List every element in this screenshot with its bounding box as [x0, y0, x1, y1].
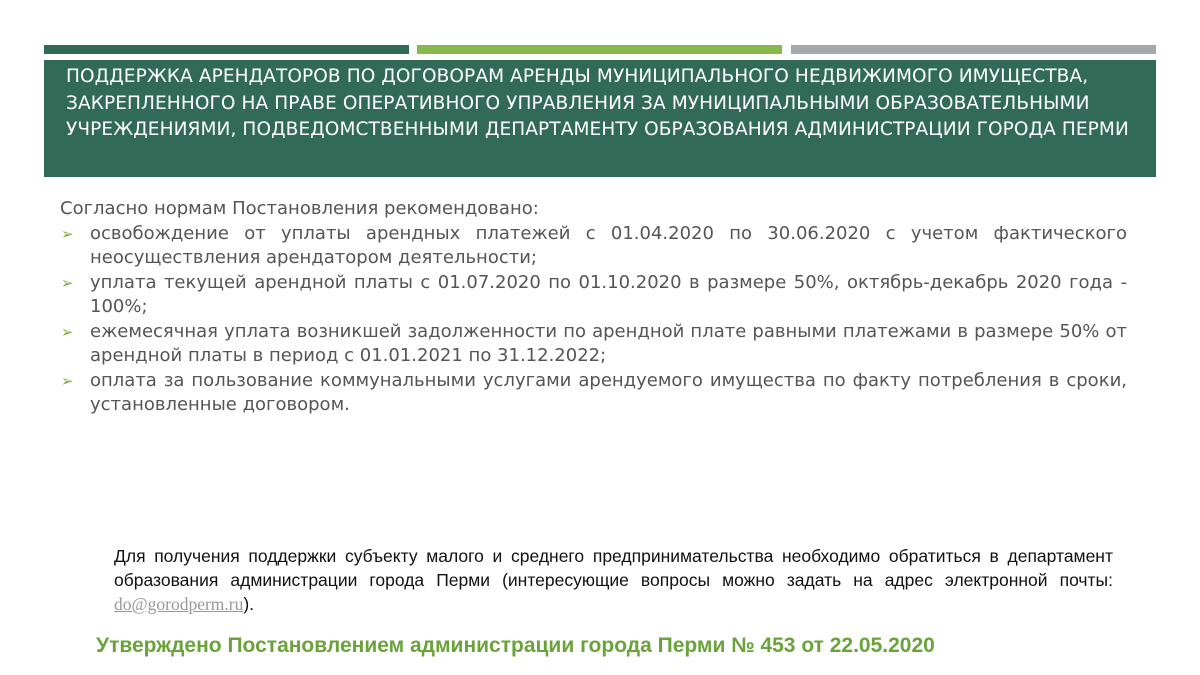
arrow-bullet-icon: ➢ [61, 273, 74, 292]
top-bar-gray [791, 45, 1156, 54]
arrow-bullet-icon: ➢ [61, 224, 74, 243]
slide-title-box [44, 60, 1156, 177]
email-link[interactable]: do@gorodperm.ru [114, 594, 244, 614]
arrow-bullet-icon: ➢ [61, 371, 74, 390]
list-item-text: ежемесячная уплата возникшей задолженности по арендной плате равными платежами в размере 50% от арендной платы в период с 01.01.2021 по 31.12.2022; [90, 320, 1127, 366]
contact-text: Для получения поддержки субъекту малого и среднего предпринимательства необходимо обратиться в департамент образования администрации города Перми (интересующие вопросы можно задать на адрес электронной почты: [114, 546, 1113, 590]
main-content [60, 197, 1127, 418]
top-bar-dark-green [44, 45, 409, 54]
approved-note: Утверждено Постановлением администрации города Перми № 453 от 22.05.2020 [96, 634, 935, 657]
list-item-text: освобождение от уплаты арендных платежей с 01.04.2020 по 30.06.2020 с учетом фактического неосуществления арендатором деятельности; [90, 222, 1127, 268]
recommendation-list [60, 222, 1127, 418]
intro-text: Согласно нормам Постановления рекомендовано: [60, 198, 539, 219]
slide-title: ПОДДЕРЖКА АРЕНДАТОРОВ ПО ДОГОВОРАМ АРЕНДЫ МУНИЦИПАЛЬНОГО НЕДВИЖИМОГО ИМУЩЕСТВА, ЗАКРЕПЛЕННОГО НА ПРАВЕ ОПЕРАТИВНОГО УПРАВЛЕНИЯ ЗА МУНИЦИПАЛЬНЫМИ ОБРАЗОВАТЕЛЬНЫМИ УЧРЕЖДЕНИЯМИ, ПОДВЕДОМСТВЕННЫМИ ДЕПАРТАМЕНТУ ОБРАЗОВАНИЯ АДМИНИСТРАЦИИ ГОРОДА ПЕРМИ [66, 66, 1129, 140]
arrow-bullet-icon: ➢ [61, 322, 74, 341]
top-decorative-bars [44, 45, 1156, 54]
contact-suffix: ). [243, 594, 255, 614]
list-item [60, 271, 1127, 320]
list-item [60, 320, 1127, 369]
list-item [60, 369, 1127, 418]
contact-paragraph [114, 544, 1113, 616]
list-item [60, 222, 1127, 271]
top-bar-light-green [417, 45, 782, 54]
list-item-text: уплата текущей арендной платы с 01.07.2020 по 01.10.2020 в размере 50%, октябрь-декабрь 2020 года - 100%; [90, 271, 1127, 317]
list-item-text: оплата за пользование коммунальными услугами арендуемого имущества по факту потребления в сроки, установленные договором. [90, 369, 1127, 415]
